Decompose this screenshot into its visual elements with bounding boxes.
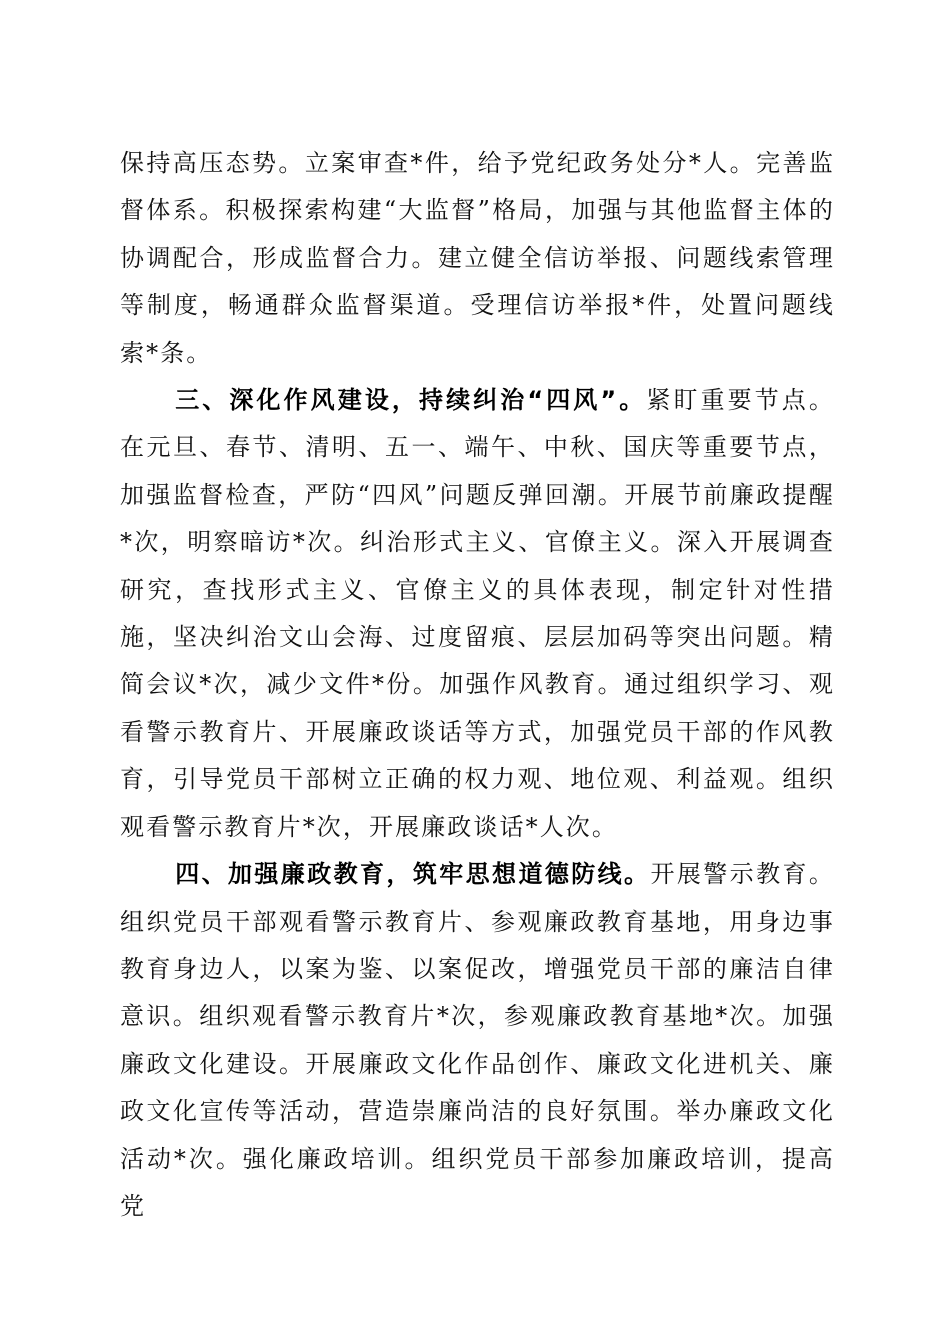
paragraph-text: 紧盯重要节点。在元旦、春节、清明、五一、端午、中秋、国庆等重要节点，加强监督检查，严防“四风”问题反弹回潮。开展节前廉政提醒*次，明察暗访*次。纠治形式主义、官僚主义。深入开展调查研究，查找形式主义、官僚主义的具体表现，制定针对性措施，坚决纠治文山会海、过度留痕、层层加码等突出问题。精简会议*次，减少文件*份。加强作风教育。通过组织学习、观看警示教育片、开展廉政谈话等方式，加强党员干部的作风教育，引导党员干部树立正确的权力观、地位观、利益观。组织观看警示教育片*次，开展廉政谈话*人次。 [120,386,835,841]
paragraph-section-3 [120,377,835,851]
paragraph-text: 开展警示教育。组织党员干部观看警示教育片、参观廉政教育基地，用身边事教育身边人，以案为鉴、以案促改，增强党员干部的廉洁自律意识。组织观看警示教育片*次，参观廉政教育基地*次。加强廉政文化建设。开展廉政文化作品创作、廉政文化进机关、廉政文化宣传等活动，营造崇廉尚洁的良好氛围。举办廉政文化活动*次。强化廉政培训。组织党员干部参加廉政培训，提高党 [120,860,835,1220]
paragraph-continuation [120,140,835,377]
section-heading: 三、深化作风建设，持续纠治“四风”。 [175,386,647,415]
paragraph-text: 保持高压态势。立案审查*件，给予党纪政务处分*人。完善监督体系。积极探索构建“大监督”格局，加强与其他监督主体的协调配合，形成监督合力。建立健全信访举报、问题线索管理等制度，畅通群众监督渠道。受理信访举报*件，处置问题线索*条。 [120,149,835,367]
document-body [120,140,835,1230]
paragraph-section-4 [120,851,835,1230]
section-heading: 四、加强廉政教育，筑牢思想道德防线。 [175,860,651,889]
